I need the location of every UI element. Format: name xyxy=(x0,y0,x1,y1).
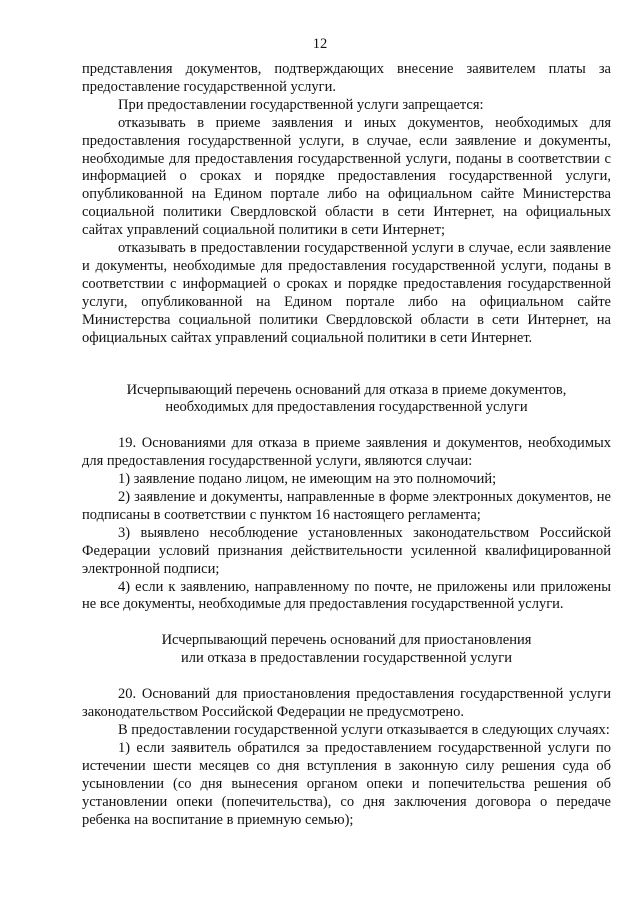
heading-line: Исчерпывающий перечень оснований для отказа в приеме документов, xyxy=(126,381,567,398)
list-item: 2) заявление и документы, направленные в форме электронных документов, не подписаны в соответствии с пунктом 16 настоящего регламента; xyxy=(82,489,611,523)
paragraph: При предоставлении государственной услуги запрещается: xyxy=(118,96,484,113)
paragraph: В предоставлении государственной услуги отказывается в следующих случаях: xyxy=(118,722,610,738)
document-body xyxy=(82,61,611,829)
heading-line: Исчерпывающий перечень оснований для приостановления xyxy=(161,632,532,649)
section-heading-refusal-acceptance xyxy=(82,382,611,418)
section-heading-suspension-refusal xyxy=(82,632,611,668)
list-item: 4) если к заявлению, направленному по почте, не приложены или приложены не все документы, необходимые для предоставления государственной услуги. xyxy=(82,578,611,613)
heading-line: необходимых для предоставления государственной услуги xyxy=(165,399,528,416)
list-item: 1) заявление подано лицом, не имеющим на это полномочий; xyxy=(118,471,497,488)
list-item: 1) если заявитель обратился за предоставлением государственной услуги по истечении шести месяцев со дня вступления в законную силу решения суда об усыновлении (со дня вынесения органом опеки и попечительства решения об установлении опеки (попечительства), со дня заключения договора о передаче ребенка на воспитание в приемную семью); xyxy=(82,739,611,828)
paragraph: 19. Основаниями для отказа в приеме заявления и документов, необходимых для предоставления государственной услуги, являются случаи: xyxy=(82,435,611,470)
paragraph: отказывать в предоставлении государственной услуги в случае, если заявление и документы, необходимые для предоставления государственной услуги, поданы в соответствии с информацией о сроках и порядке предоставления государственной услуги, опубликованной на Едином портале либо на официальном сайте Министерства социальной политики Свердловской области в сети Интернет, на официальных сайтах управлений социальной политики в сети Интернет. xyxy=(82,240,611,346)
heading-line: или отказа в предоставлении государственной услуги xyxy=(180,650,512,667)
list-item: 3) выявлено несоблюдение установленных законодательством Российской Федерации условий признания действительности усиленной квалифицированной электронной подписи; xyxy=(82,524,611,577)
paragraph: 20. Оснований для приостановления предоставления государственной услуги законодательством Российской Федерации не предусмотрено. xyxy=(82,686,611,721)
paragraph: представления документов, подтверждающих внесение заявителем платы за предоставление государственной услуги. xyxy=(82,61,611,95)
paragraph: отказывать в приеме заявления и иных документов, необходимых для предоставления государственной услуги, в случае, если заявление и документы, необходимые для предоставления государственной услуги, поданы в соответствии с информацией о сроках и порядке предоставления государственной услуги, опубликованной на Едином портале либо на официальном сайте Министерства социальной политики Свердловской области в сети Интернет, на официальных сайтах управлений социальной политики в сети Интернет; xyxy=(82,114,611,239)
page-number: 12 xyxy=(312,36,328,52)
